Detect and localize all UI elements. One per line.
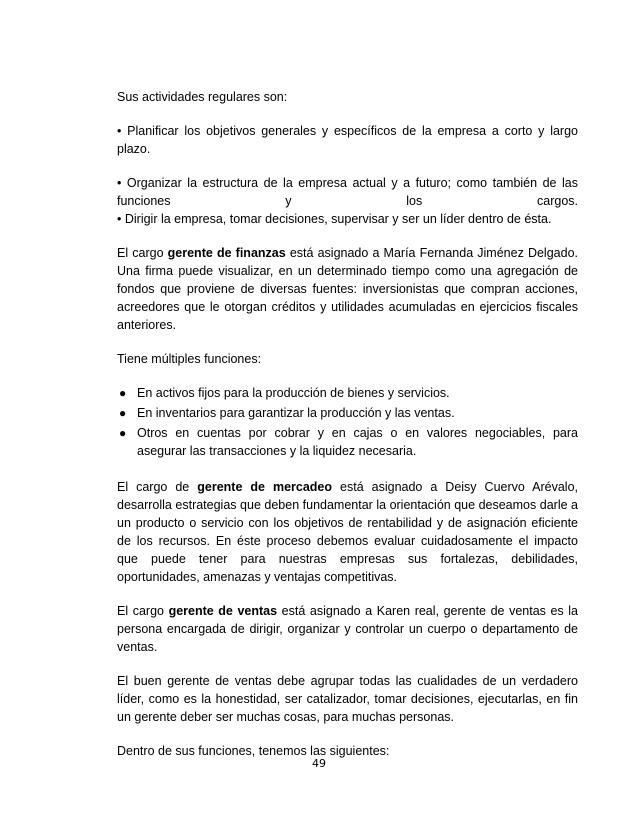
bullet-icon: ● xyxy=(119,426,127,440)
list-item-text: En inventarios para garantizar la producción y las ventas. xyxy=(137,406,455,420)
bullet-list xyxy=(117,384,578,460)
organizar-line-1: • Organizar la estructura de la empresa actual y a futuro; como también de las xyxy=(117,176,578,190)
paragraph-buen-gerente: El buen gerente de ventas debe agrupar todas las cualidades de un verdadero líder, como es la honestidad, ser catalizador, tomar decisiones, ejecutarlas, en fin un gerente deber ser muchas cosas, para muchas personas. xyxy=(117,674,578,724)
paragraph-planificar: • Planificar los objetivos generales y específicos de la empresa a corto y largo plazo. xyxy=(117,124,578,156)
paragraph-funciones: Tiene múltiples funciones: xyxy=(117,352,262,366)
bullet-icon: ● xyxy=(119,406,127,420)
text-run: El cargo xyxy=(117,604,169,618)
list-item xyxy=(117,424,578,460)
list-item-text: Otros en cuentas por cobrar y en cajas o en valores negociables, para asegurar las transacciones y la liquidez necesaria. xyxy=(137,426,578,458)
paragraph-gerente-mercadeo xyxy=(117,478,578,586)
page-body xyxy=(117,88,578,760)
role-name-ventas: gerente de ventas xyxy=(168,604,278,618)
text-run: El cargo de xyxy=(117,480,198,494)
text-run: está asignado a María Fernanda Jiménez Delgado. Una firma puede visualizar, en un determinado tiempo como una agregación de fondos que proviene de diversas fuentes: inversionistas que compran acciones, acreedores que le otorgan créditos y utilidades acumuladas en ejercicios fiscales anteriores. xyxy=(117,246,578,332)
paragraph-intro: Sus actividades regulares son: xyxy=(117,90,288,104)
paragraph-dentro-funciones: Dentro de sus funciones, tenemos las siguientes: xyxy=(117,744,390,758)
role-name-mercadeo: gerente de mercadeo xyxy=(197,480,333,494)
paragraph-gerente-finanzas xyxy=(117,244,578,334)
list-item xyxy=(117,384,578,402)
text-run: está asignado a Deisy Cuervo Arévalo, desarrolla estrategias que deben fundamentar la orientación que deseamos darle a un producto o servicio con los objetivos de rentabilidad y de asignación eficiente de los recursos. En éste proceso debemos evaluar cuidadosamente el impacto que puede tener para nuestras empresas sus fortalezas, debilidades, oportunidades, amenazas y ventajas competitivas. xyxy=(117,480,578,584)
list-item-text: En activos fijos para la producción de bienes y servicios. xyxy=(137,386,450,400)
bullet-icon: ● xyxy=(119,386,127,400)
paragraph-gerente-ventas xyxy=(117,602,578,656)
page-number: 49 xyxy=(312,757,326,770)
text-run: El cargo xyxy=(117,246,168,260)
dirigir-line: • Dirigir la empresa, tomar decisiones, supervisar y ser un líder dentro de ésta. xyxy=(117,212,552,226)
role-name-finanzas: gerente de finanzas xyxy=(167,246,286,260)
paragraph-organizar xyxy=(117,174,578,228)
list-item xyxy=(117,404,578,422)
organizar-line-2: funciones y los cargos. xyxy=(117,194,578,208)
text-run: está asignado a Karen real, gerente de ventas es la persona encargada de dirigir, organizar y controlar un cuerpo o departamento de ventas. xyxy=(117,604,578,654)
